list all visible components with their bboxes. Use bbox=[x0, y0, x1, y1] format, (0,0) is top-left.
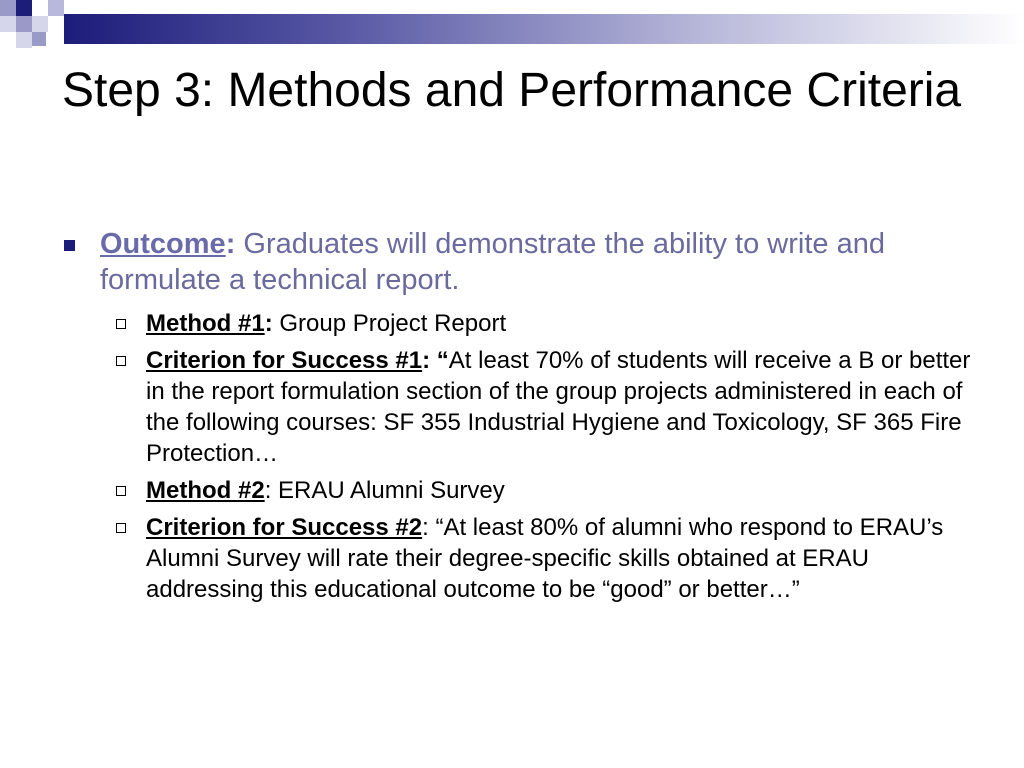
method-2-text: ERAU Alumni Survey bbox=[271, 477, 505, 504]
header-gradient-bar bbox=[64, 14, 1024, 44]
header-decoration-square bbox=[16, 16, 32, 32]
outcome-label: Outcome bbox=[100, 228, 226, 260]
outcome-bullet-item bbox=[62, 226, 972, 298]
method-2-separator: : bbox=[264, 477, 272, 504]
method-2-label: Method #2 bbox=[146, 477, 265, 504]
hollow-square-bullet-icon bbox=[116, 523, 126, 533]
criterion-2-separator: : bbox=[422, 514, 429, 541]
slide-body bbox=[62, 226, 972, 611]
header-decoration-square bbox=[0, 0, 16, 16]
header-decoration-square bbox=[16, 32, 32, 48]
header-decoration-square bbox=[32, 0, 48, 16]
criterion-1-label: Criterion for Success #1 bbox=[146, 347, 423, 374]
sub-bullet-list bbox=[62, 308, 972, 605]
hollow-square-bullet-icon bbox=[116, 356, 126, 366]
outcome-text: Graduates will demonstrate the ability to write and formulate a technical report. bbox=[100, 228, 885, 296]
method-1-label: Method #1 bbox=[146, 310, 265, 337]
criterion-2-item bbox=[100, 512, 972, 605]
slide-title: Step 3: Methods and Performance Criteria bbox=[62, 64, 962, 117]
criterion-2-label: Criterion for Success #2 bbox=[146, 514, 423, 541]
header-decoration-square bbox=[32, 32, 46, 46]
header-decoration-square bbox=[32, 16, 48, 32]
method-1-item bbox=[100, 308, 972, 339]
outcome-colon: : bbox=[225, 228, 236, 260]
header-decoration-square bbox=[16, 0, 32, 16]
criterion-1-text: At least 70% of students will receive a B or better in the report formulation section of the group projects administered in each of the following courses: SF 355 Industrial Hygiene and Toxicology, SF 365 Fire Protection… bbox=[146, 347, 971, 467]
method-1-text: Group Project Report bbox=[272, 310, 507, 337]
method-1-separator: : bbox=[264, 310, 273, 337]
criterion-2-text: “At least 80% of alumni who respond to ERAU’s Alumni Survey will rate their degree-specific skills obtained at ERAU addressing this educational outcome to be “good” or better…” bbox=[146, 514, 944, 603]
header-decoration-square bbox=[0, 16, 16, 32]
criterion-1-separator: : “ bbox=[422, 347, 449, 374]
header-decoration-square bbox=[48, 0, 64, 16]
square-bullet-icon bbox=[64, 240, 75, 251]
criterion-1-item bbox=[100, 345, 972, 469]
hollow-square-bullet-icon bbox=[116, 486, 126, 496]
hollow-square-bullet-icon bbox=[116, 319, 126, 329]
method-2-item bbox=[100, 475, 972, 506]
